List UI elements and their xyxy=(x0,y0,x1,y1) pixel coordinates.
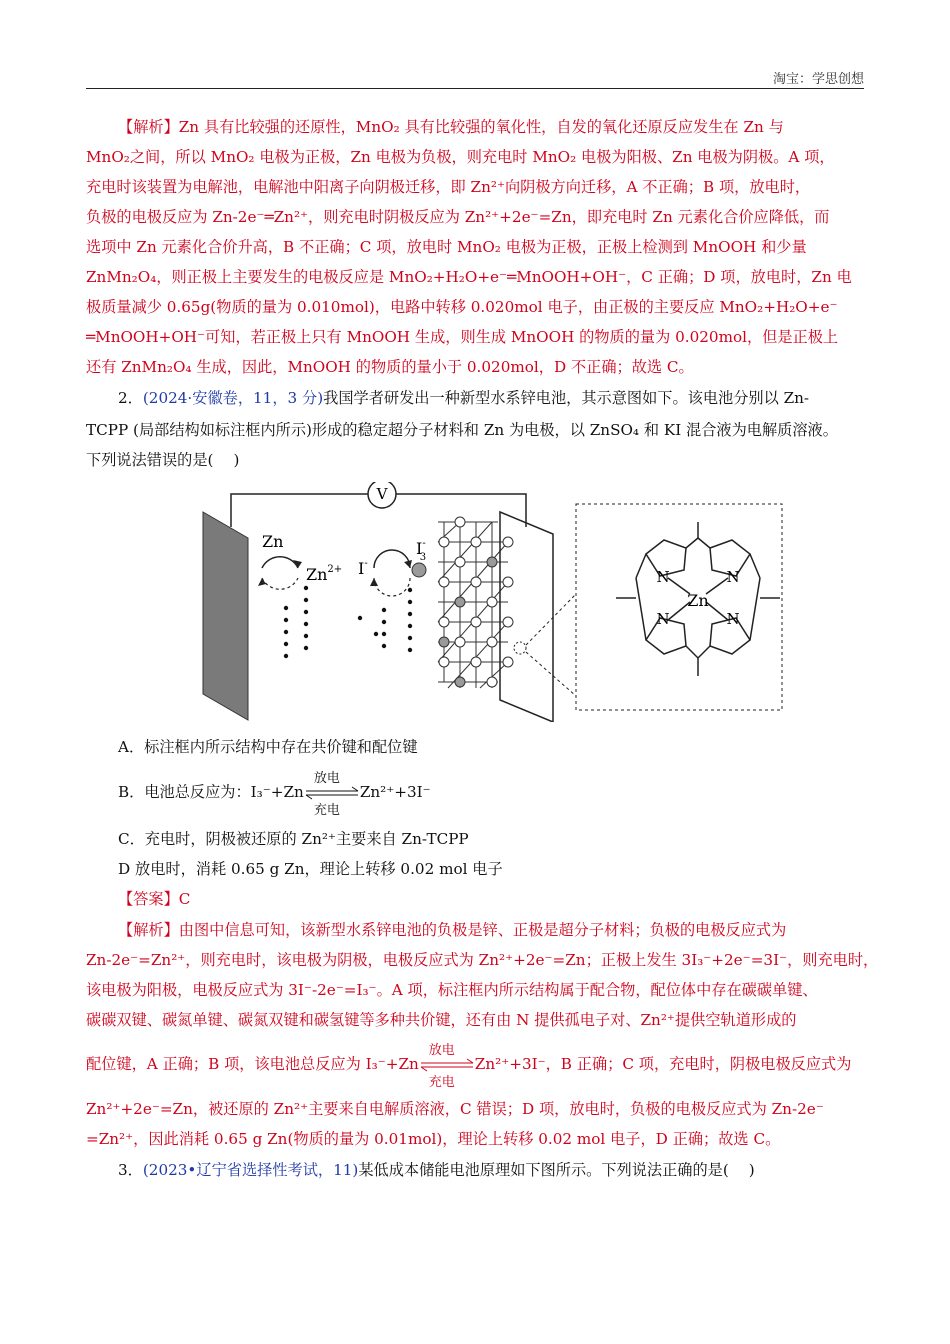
nitrogen-label-2: N xyxy=(726,568,740,586)
arrow2-bottom-label: 充电 xyxy=(428,1075,455,1090)
voltmeter-label: V xyxy=(376,485,388,503)
equilibrium-arrow-2 xyxy=(419,1043,475,1090)
callout-box xyxy=(576,504,782,710)
zn-arrow-top xyxy=(262,557,298,568)
zn-electrode xyxy=(203,512,248,720)
zn-label: Zn xyxy=(262,532,284,551)
q2-analysis-line-1: 【解析】由图中信息可知，该新型水系锌电池的负极是锌、正极是超分子材料；负极的电极反应式为 xyxy=(118,921,787,939)
q1-analysis-line-4: 负极的电极反应为 Zn-2e⁻═Zn²⁺，则充电时阴极反应为 Zn²⁺+2e⁻=Zn，即充电时 Zn 元素化合价应降低，而 xyxy=(86,208,830,226)
q2-analysis-line-2: Zn-2e⁻=Zn²⁺，则充电时，该电极为阴极，电极反应式为 Zn²⁺+2e⁻=Zn；正极上发生 3I₃⁻+2e⁻=3I⁻，则充电时， xyxy=(86,951,879,969)
iodide-arrow-top xyxy=(374,550,410,568)
nitrogen-label-4: N xyxy=(726,610,740,628)
q2-analysis-line-6: Zn²⁺+2e⁻=Zn，被还原的 Zn²⁺主要来自电解质溶液，C 错误；D 项，放电时，负极的电极反应式为 Zn-2e⁻ xyxy=(86,1100,824,1118)
q3-number: 3． xyxy=(118,1161,143,1179)
callout-line-top xyxy=(526,594,576,645)
page-header xyxy=(86,68,864,89)
q1-analysis-line-2: MnO₂之间，所以 MnO₂ 电极为正极，Zn 电极为负极，则充电时 MnO₂ 电极为阳极、Zn 电极为阴极。A 项， xyxy=(86,148,835,166)
zn-ion-dots xyxy=(284,586,308,658)
option-a: A．标注框内所示结构中存在共价键和配位键 xyxy=(118,738,418,756)
equilibrium-arrow xyxy=(304,771,360,818)
q2-stem-text: 我国学者研发出一种新型水系锌电池，其示意图如下。该电池分别以 Zn- xyxy=(323,389,810,407)
arrow-bottom-label: 充电 xyxy=(313,803,340,818)
q2-source: (2024·安徽卷，11，3 分) xyxy=(142,389,324,407)
option-b-prefix: B．电池总反应为：I₃⁻+Zn xyxy=(118,783,304,801)
zn-arrow-bottom xyxy=(262,578,298,589)
callout-circle xyxy=(514,642,526,654)
wire-left xyxy=(231,494,368,527)
header-text: 淘宝：学思创想 xyxy=(772,72,864,87)
zn2-label: $Zn^{2+}$ xyxy=(306,564,343,584)
nitrogen-label-3: N xyxy=(656,610,670,628)
q2-analysis-5-prefix: 配位键，A 正确；B 项，该电池总反应为 I₃⁻+Zn xyxy=(86,1055,419,1073)
q2-answer: 【答案】C xyxy=(118,890,191,908)
q1-analysis-line-6: ZnMn₂O₄，则正极上主要发生的电极反应是 MnO₂+H₂O+e⁻═MnOOH+OH⁻，C 正确；D 项，放电时，Zn 电 xyxy=(86,268,852,286)
arrow2-top-label: 放电 xyxy=(428,1043,455,1058)
q2-analysis-line-4: 碳碳双键、碳氮单键、碳氮双键和碳氢键等多种共价键，还有由 N 提供孤电子对、Zn²⁺提供空轨道形成的 xyxy=(86,1011,797,1029)
q2-analysis-5-suffix: Zn²⁺+3I⁻，B 正确；C 项，充电时，阴极电极反应式为 xyxy=(474,1055,852,1073)
zn-arrowhead-2 xyxy=(258,578,266,586)
option-b-suffix: Zn²⁺+3I⁻ xyxy=(359,783,431,801)
nitrogen-label-1: N xyxy=(656,568,670,586)
q1-analysis-line-1: 【解析】Zn 具有比较强的还原性，MnO₂ 具有比较强的氧化性，自发的氧化还原反应发生在 Zn 与 xyxy=(118,118,784,136)
zn-arrowhead-1 xyxy=(293,560,302,568)
q1-analysis-line-9: 还有 ZnMn₂O₄ 生成，因此，MnOOH 的物质的量小于 0.020mol，D 不正确；故选 C。 xyxy=(86,358,694,376)
option-c: C．充电时，阴极被还原的 Zn²⁺主要来自 Zn-TCPP xyxy=(118,830,469,848)
q3-source: (2023•辽宁省选择性考试，11) xyxy=(142,1161,359,1179)
q2-analysis-line-7: =Zn²⁺，因此消耗 0.65 g Zn(物质的量为 0.01mol)，理论上转移 0.02 mol 电子，D 正确；故选 C。 xyxy=(86,1130,781,1148)
option-d: D 放电时，消耗 0.65 g Zn，理论上转移 0.02 mol 电子 xyxy=(118,860,503,878)
q2-stem-line-2: TCPP (局部结构如标注框内所示)形成的稳定超分子材料和 Zn 为电极，以 ZnSO₄ 和 KI 混合液为电解质溶液。 xyxy=(86,421,838,439)
q2-stem-line-3: 下列说法错误的是( ) xyxy=(86,451,240,469)
option-b xyxy=(118,771,908,818)
battery-diagram xyxy=(198,482,788,722)
q2-analysis-line-5 xyxy=(86,1043,876,1090)
q1-analysis-line-3: 充电时该装置为电解池，电解池中阳离子向阴极迁移，即 Zn²⁺向阴极方向迁移，A 不正确；B 项，放电时， xyxy=(86,178,811,196)
zinc-center-label: Zn xyxy=(687,591,709,610)
callout-line-bottom xyxy=(526,652,576,696)
battery-diagram-svg xyxy=(198,482,788,722)
q2-analysis-line-3: 该电极为阳极，电极反应式为 3I⁻-2e⁻=I₃⁻。A 项，标注框内所示结构属于配合物，配位体中存在碳碳单键、 xyxy=(86,981,818,999)
iodide-arrowhead-1 xyxy=(404,560,412,568)
q1-analysis-line-8: ═MnOOH+OH⁻可知，若正极上只有 MnOOH 生成，则生成 MnOOH 的物质的量为 0.020mol，但是正极上 xyxy=(86,328,839,346)
triiodide-label: I-3 xyxy=(416,538,427,563)
q3-stem xyxy=(118,1160,908,1180)
iodide-label: I- xyxy=(358,558,368,578)
arrow-top-label: 放电 xyxy=(313,771,340,786)
iodine-ball xyxy=(412,563,426,577)
q2-number: 2． xyxy=(118,389,143,407)
q1-analysis-line-7: 极质量减少 0.65g(物质的量为 0.010mol)，电路中转移 0.020mol 电子，由正极的主要反应 MnO₂+H₂O+e⁻ xyxy=(86,298,838,316)
q2-stem-line-1 xyxy=(118,388,908,408)
q1-analysis-line-5: 选项中 Zn 元素化合价升高，B 不正确；C 项，放电时 MnO₂ 电极为正极，正极上检测到 MnOOH 和少量 xyxy=(86,238,807,256)
iodide-arrow-bottom xyxy=(374,578,410,596)
q3-stem-text: 某低成本储能电池原理如下图所示。下列说法正确的是( ) xyxy=(358,1161,755,1179)
iodide-arrowhead-2 xyxy=(370,578,378,586)
iodide-dots xyxy=(358,588,412,652)
